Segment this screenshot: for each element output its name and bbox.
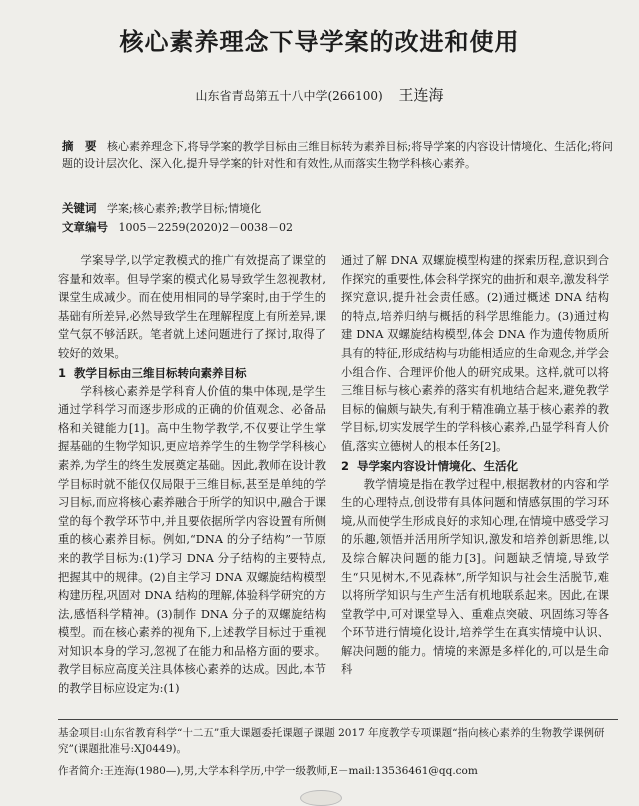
author-affiliation: 山东省青岛第五十八中学(266100): [195, 89, 383, 103]
section-title-2: 导学案内容设计情境化、生活化: [357, 458, 519, 473]
fund-footnote: 基金项目:山东省教育科学“十二五”重大课题委托课题子课题 2017 年度教学专项课题“指向核心素养的生物教学课例研究”(课题批准号:XJ0449)。: [58, 727, 605, 755]
section-heading-1: [58, 365, 326, 382]
section-1-paragraph: 学科核心素养是学科育人价值的集中体现,是学生通过学科学习而逐步形成的正确的价值观念、必备品格和关键能力[1]。高中生物学教学,不仅要让学生掌握基础的生物学知识,更应培养学生的生物学学科核心素养,为学生的终生发展奠定基础。因此,教师在设计教学目标时就不能仅仅局限于三维目标,甚至是单纯的学习目标,而应将核心素养融合于所学的知识中,融合于课堂的每个教学环节中,并且要依据所学内容设置有所侧重的核心素养目标。例如,“DNA 的分子结构”一节原来的教学目标为:(1)学习 DNA 分子结构的主要特点,把握其中的规律。(2)自主学习 DNA 双螺旋结构模型构建历程,巩固对 DNA 结构的理解,体验科学研究的方法,感悟科学精神。(3)制作 DNA 分子的双螺旋结构模型。而在核心素养的视角下,上述教学目标过于重视对知识本身的学习,忽视了在能力和品格方面的要求。教学目标应高度关注具体核心素养的达成。因此,本节的教学目标应设定为:(1): [58, 384, 326, 696]
section-2-paragraph: 教学情境是指在教学过程中,根据教材的内容和学生的心理特点,创设带有具体问题和情感氛围的学习环境,从而使学生形成良好的求知心理,在情境中感受学习的乐趣,领悟并活用所学知识,激发和培养创新思维,以及综合解决问题的能力[3]。问题缺乏情境,导致学生“只见树木,不见森林”,所学知识与社会生活脱节,难以将所学知识与生产生活有机地联系起来。因此,在课堂教学中,可对课堂导入、重难点突破、巩固练习等各个环节进行情境化设计,培养学生在真实情境中认识、解决问题的能力。情境的来源是多样化的,可以是生命科: [341, 477, 609, 677]
article-number-text: 1005－2259(2020)2－0038－02: [118, 221, 294, 234]
keywords-text: 学案;核心素养;教学目标;情境化: [107, 202, 262, 215]
left-column: [58, 252, 326, 699]
article-number-label: 文章编号: [62, 220, 108, 234]
intro-paragraph: 学案导学,以学定教模式的推广有效提高了课堂的容量和效率。但导学案的模式化易导致学生忽视教材,课堂生成减少。而在使用相同的导学案时,由于学生的基础有所差异,必然导致学生在理解程度上有所差异,课堂气氛不够活跃。笔者就上述问题进行了探讨,取得了较好的效果。: [58, 254, 326, 360]
author-name: 王连海: [398, 86, 444, 104]
byline: [0, 84, 639, 105]
article-title: 核心素养理念下导学案的改进和使用: [119, 28, 520, 56]
page-number-mark: [300, 790, 342, 806]
keywords: [62, 200, 622, 217]
section-number-1: 1: [58, 365, 67, 380]
abstract-text: 核心素养理念下,将导学案的教学目标由三维目标转为素养目标;将导学案的内容设计情境化、生活化;将问题的设计层次化、深入化,提升导学案的针对性和有效性,从而落实生物学科核心素养。: [62, 140, 613, 170]
footnote-divider: [58, 719, 618, 720]
section-heading-2: [341, 458, 609, 475]
right-column: [341, 252, 609, 680]
section-1-continuation: 通过了解 DNA 双螺旋模型构建的探索历程,意识到合作探究的重要性,体会科学探究的曲折和艰辛,激发科学探究意识,提升社会责任感。(2)通过概述 DNA 结构的特点,培养归纳与概括的科学思维能力。(3)通过构建 DNA 双螺旋结构模型,体会 DNA 作为遗传物质所具有的特征,形成结构与功能相适应的生命观念,并学会小组合作、合理评价他人的研究成果。这样,就可以将三维目标与核心素养的落实有机地结合起来,避免教学目标的偏颇与缺失,有利于精准确立基于核心素养的教学目标,切实发展学生的学科核心素养,凸显学科育人价值,落实立德树人的根本任务[2]。: [341, 254, 609, 453]
abstract-label: 摘 要: [62, 139, 97, 153]
article-number: [62, 219, 622, 236]
section-title-1: 教学目标由三维目标转向素养目标: [74, 365, 247, 380]
section-number-2: 2: [341, 458, 350, 473]
author-bio-footnote: 作者简介:王连海(1980—),男,大学本科学历,中学一级教师,E－mail:13536461@qq.com: [58, 765, 478, 777]
abstract: [62, 138, 622, 172]
keywords-label: 关键词: [62, 201, 97, 215]
